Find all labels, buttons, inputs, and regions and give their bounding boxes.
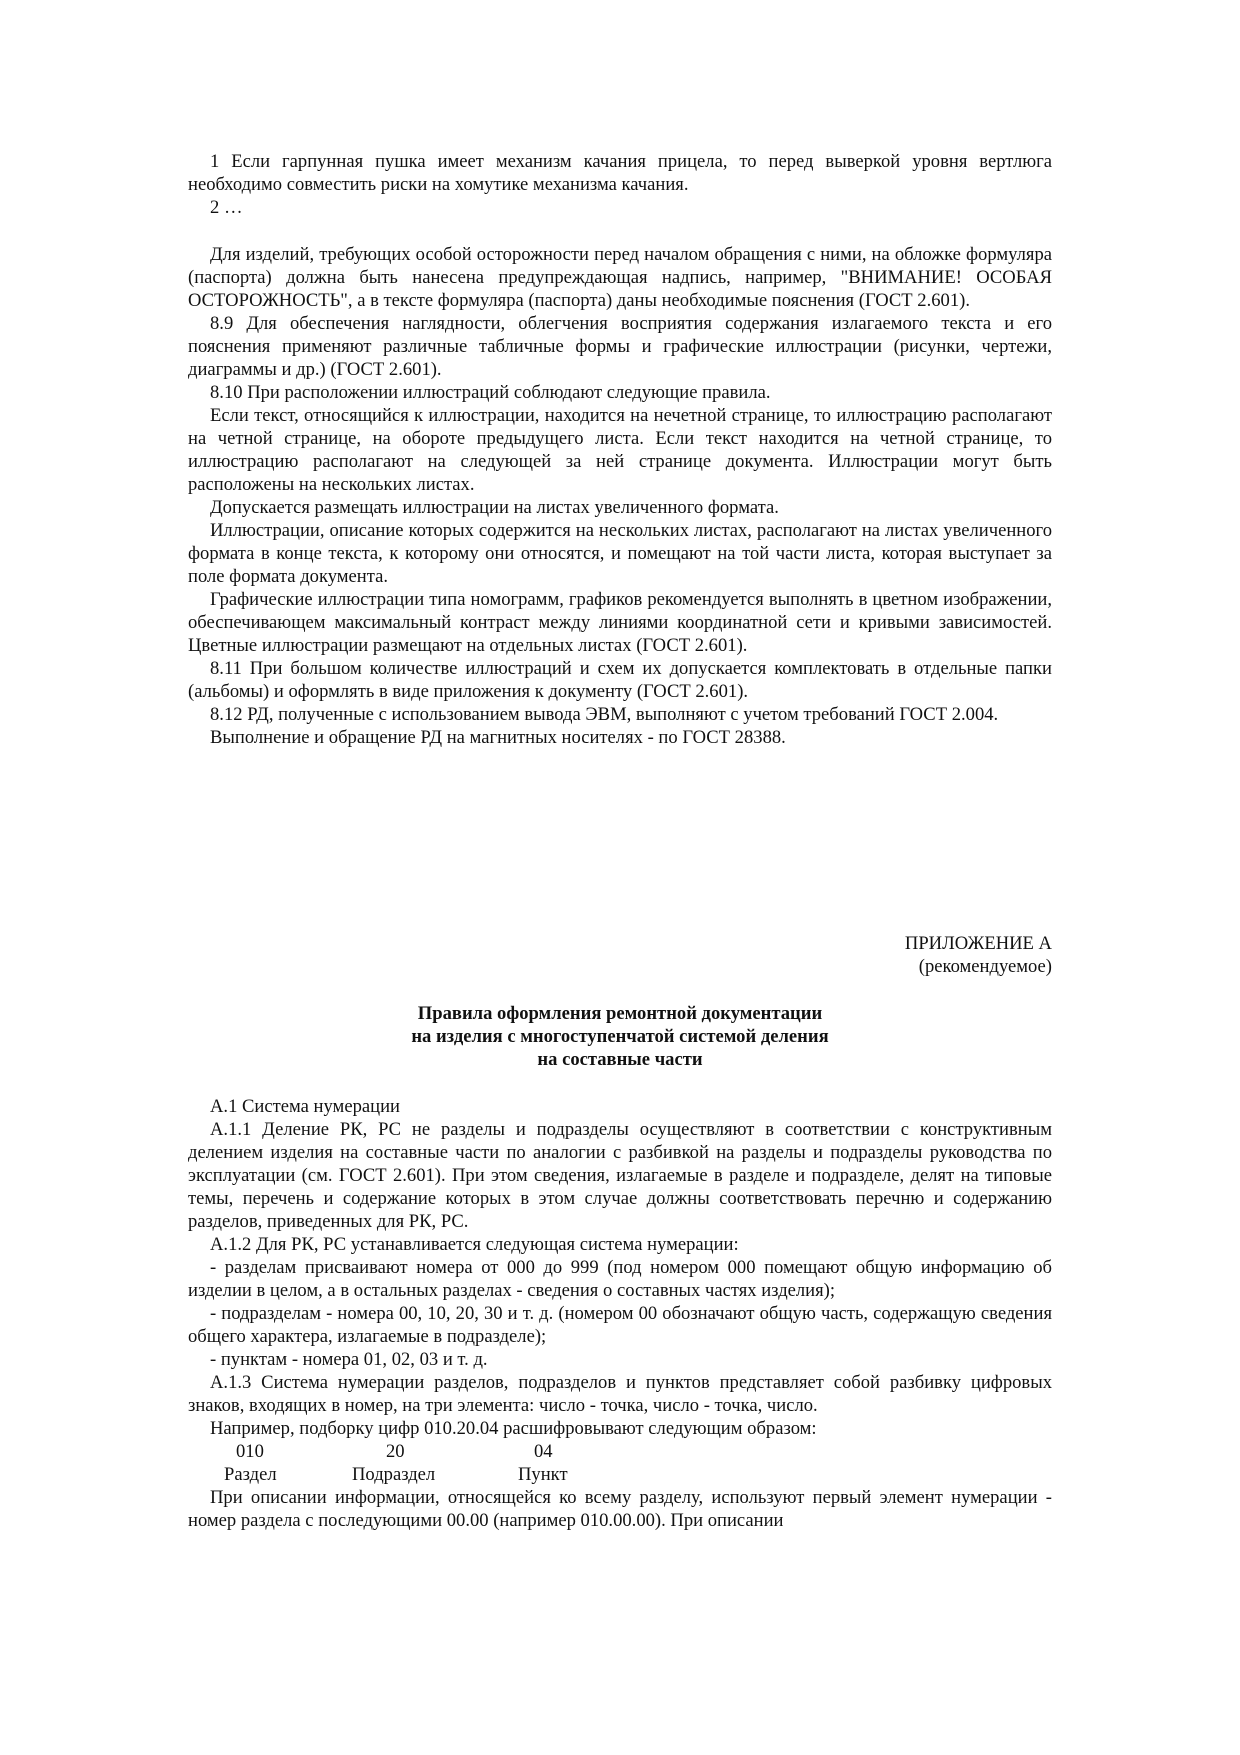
spacer [188,219,1052,243]
example-digit: 04 [534,1441,553,1462]
spacer [188,978,1052,1002]
appendix-paragraph: - подразделам - номера 00, 10, 20, 30 и т. д. (номером 00 обозначают общую часть, содержащую сведения общего характера, излагаемые в подразделе); [188,1303,1052,1347]
paragraph: 8.12 РД, полученные с использованием вывода ЭВМ, выполняют с учетом требований ГОСТ 2.004. [210,704,999,725]
appendix-title-line: Правила оформления ремонтной документации [417,1003,823,1024]
paragraph: 8.9 Для обеспечения наглядности, облегчения восприятия содержания излагаемого текста и его пояснения применяют различные табличные формы и графические иллюстрации (рисунки, чертежи, диаграммы и др.) (ГОСТ 2.601). [188,313,1052,380]
example-digits-row [188,1440,1052,1463]
appendix-title-line: на составные части [537,1049,703,1070]
paragraph: Выполнение и обращение РД на магнитных носителях - по ГОСТ 28388. [210,727,786,748]
example-label: Подраздел [352,1464,436,1485]
example-digit: 010 [236,1441,264,1462]
appendix-title-line: на изделия с многоступенчатой системой деления [411,1026,829,1047]
appendix-type: (рекомендуемое) [918,956,1052,977]
paragraph: Графические иллюстрации типа номограмм, графиков рекомендуется выполнять в цветном изображении, обеспечивающем максимальный контраст между линиями координатной сети и кривыми зависимостей. Цветные иллюстрации размещают на отдельных листах (ГОСТ 2.601). [188,589,1052,656]
appendix-paragraph: А.1 Система нумерации [210,1096,400,1117]
appendix-paragraph: - пунктам - номера 01, 02, 03 и т. д. [210,1349,488,1370]
appendix-paragraph: А.1.1 Деление РК, РС не разделы и подразделы осуществляют в соответствии с конструктивным делением изделия на составные части по аналогии с разбивкой на разделы и подразделы руководства по эксплуатации (см. ГОСТ 2.601). При этом сведения, излагаемые в разделе и подразделе, делят на типовые темы, перечень и содержание которых в этом случае должны соответствовать перечню и содержанию разделов, приведенных для РК, РС. [188,1119,1052,1232]
example-digit: 20 [386,1441,405,1462]
note-2: 2 … [210,197,243,218]
document-page [188,150,1052,1532]
spacer [188,1071,1052,1095]
paragraph: 8.11 При большом количестве иллюстраций и схем их допускается комплектовать в отдельные папки (альбомы) и оформлять в виде приложения к документу (ГОСТ 2.601). [188,658,1052,702]
appendix-paragraph: - разделам присваивают номера от 000 до 999 (под номером 000 помещают общую информацию об изделии в целом, а в остальных разделах - сведения о составных частях изделия); [188,1257,1052,1301]
paragraph: Допускается размещать иллюстрации на листах увеличенного формата. [210,497,779,518]
appendix-label: ПРИЛОЖЕНИЕ А [904,933,1052,954]
paragraph: Если текст, относящийся к иллюстрации, находится на нечетной странице, то иллюстрацию располагают на четной странице, на обороте предыдущего листа. Если текст находится на четной странице, то иллюстрацию располагают на следующей за ней странице документа. Иллюстрации могут быть расположены на нескольких листах. [188,405,1052,495]
paragraph: Иллюстрации, описание которых содержится на нескольких листах, располагают на листах увеличенного формата в конце текста, к которому они относятся, и помещают на той части листа, которая выступает за поле формата документа. [188,520,1052,587]
example-label: Пункт [518,1464,568,1485]
appendix-paragraph: При описании информации, относящейся ко всему разделу, используют первый элемент нумерации - номер раздела с последующими 00.00 (например 010.00.00). При описании [188,1487,1052,1531]
appendix-paragraph: А.1.2 Для РК, РС устанавливается следующая система нумерации: [210,1234,739,1255]
example-label: Раздел [224,1464,277,1485]
appendix-paragraph: А.1.3 Система нумерации разделов, подразделов и пунктов представляет собой разбивку цифровых знаков, входящих в номер, на три элемента: число - точка, число - точка, число. [188,1372,1052,1416]
note-1: 1 Если гарпунная пушка имеет механизм качания прицела, то перед выверкой уровня вертлюга необходимо совместить риски на хомутике механизма качания. [188,151,1052,195]
paragraph: 8.10 При расположении иллюстраций соблюдают следующие правила. [210,382,771,403]
example-labels-row [188,1463,1052,1486]
paragraph: Для изделий, требующих особой осторожности перед началом обращения с ними, на обложке формуляра (паспорта) должна быть нанесена предупреждающая надпись, например, "ВНИМАНИЕ! ОСОБАЯ ОСТОРОЖНОСТЬ", а в тексте формуляра (паспорта) даны необходимые пояснения (ГОСТ 2.601). [188,244,1052,311]
appendix-paragraph: Например, подборку цифр 010.20.04 расшифровывают следующим образом: [210,1418,817,1439]
spacer [188,749,1052,932]
